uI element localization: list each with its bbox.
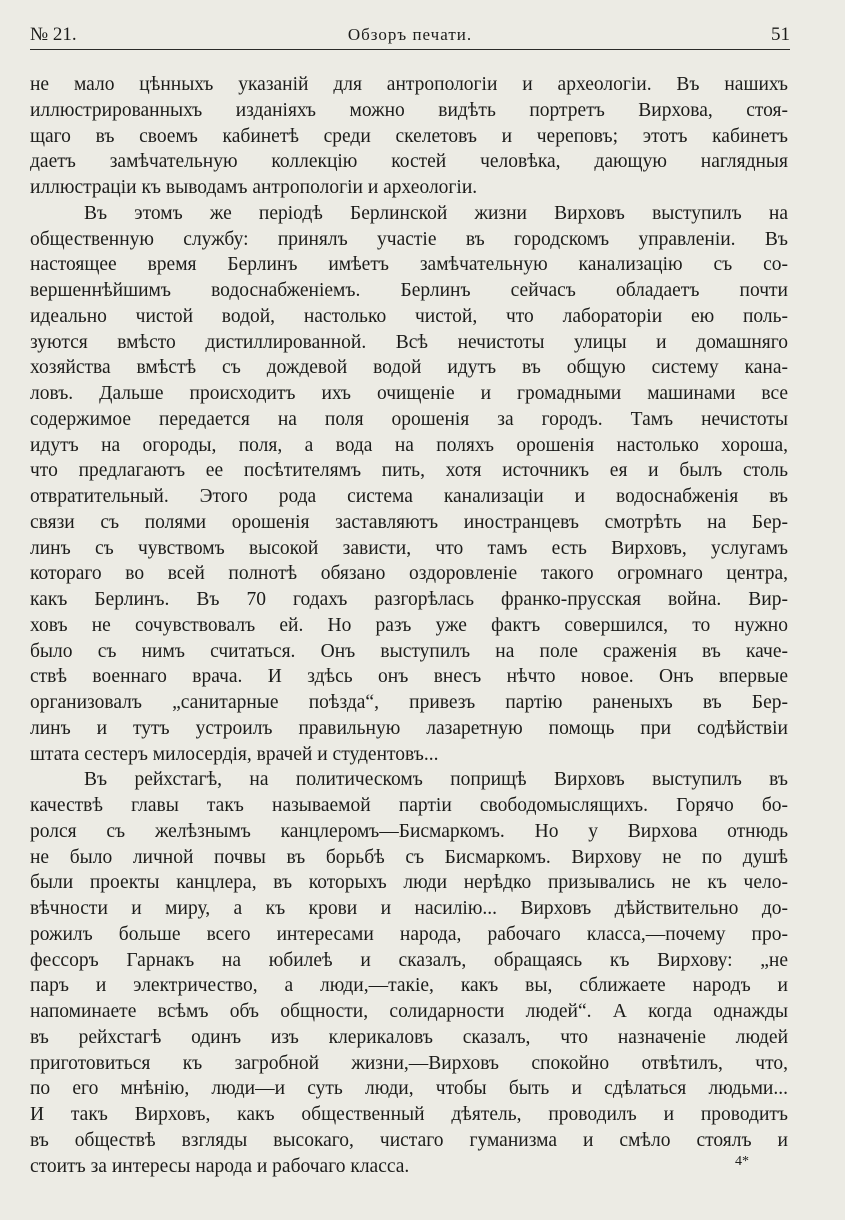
page-number: 51 (771, 24, 790, 45)
text-line: ловъ. Дальше происходитъ ихъ очищеніе и громадными машинами все (30, 383, 788, 404)
text-line: Въ рейхстагѣ, на политическомъ поприщѣ Вирховъ выступилъ въ (84, 769, 788, 791)
text-line: иллюстраціи къ выводамъ антропологіи и археологіи. (30, 177, 478, 198)
issue-number: № 21. (30, 24, 77, 45)
text-line: по его мнѣнію, люди—и суть люди, чтобы быть и сдѣлаться людьми... (30, 1078, 788, 1100)
text-line: фессоръ Гарнакъ на юбилеѣ и сказалъ, обращаясь къ Вирхову: „не (30, 949, 788, 971)
text-line: идеально чистой водой, настолько чистой, что лабораторіи ею поль- (30, 305, 788, 327)
text-line: рожилъ больше всего интересами народа, рабочаго класса,—почему про- (30, 923, 788, 945)
text-line: даетъ замѣчательную коллекцію костей человѣка, дающую наглядныя (30, 151, 788, 173)
header-rule (30, 49, 790, 50)
text-line: отвратительный. Этого рода система канализаціи и водоснабженія въ (30, 486, 788, 507)
text-line: вершеннѣйшимъ водоснабженіемъ. Берлинъ сейчасъ обладаетъ почти (30, 280, 788, 301)
text-line: идутъ на огороды, поля, а вода на поляхъ орошенія настолько хороша, (30, 434, 788, 456)
text-line: штата сестеръ милосердія, врачей и студентовъ... (30, 743, 439, 765)
text-line: паръ и электричество, а люди,—такіе, какъ вы, сближаете народъ и (30, 975, 788, 997)
text-line: было съ нимъ считаться. Онъ выступилъ на поле сраженія въ каче- (30, 640, 788, 662)
text-line: были проекты канцлера, въ которыхъ люди нерѣдко призывались не къ чело- (30, 872, 788, 894)
text-line: И такъ Вирховъ, какъ общественный дѣятель, проводилъ и проводитъ (30, 1104, 788, 1125)
text-line: хозяйства вмѣстѣ съ дождевой водой идутъ въ общую систему кана- (30, 357, 788, 379)
text-line: не мало цѣнныхъ указаній для антропологіи и археологіи. Въ нашихъ (30, 74, 788, 95)
text-line: ховъ не сочувствовалъ ей. Но разъ уже фактъ совершился, то нужно (30, 614, 788, 636)
text-line: качествѣ главы такъ называемой партіи свободомыслящихъ. Горячо бо- (30, 795, 788, 816)
text-line: не было личной почвы въ борьбѣ съ Бисмаркомъ. Вирхову не по душѣ (30, 846, 788, 868)
text-line: содержимое передается на поля орошенія за городъ. Тамъ нечистоты (30, 408, 788, 430)
text-line: что предлагаютъ ее посѣтителямъ пить, хотя источникъ ея и былъ столь (30, 460, 788, 482)
text-line: въ обществѣ взгляды высокаго, чистаго гуманизма и смѣло стоялъ и (30, 1129, 788, 1151)
text-line: стоитъ за интересы народа и рабочаго класса. (30, 1155, 410, 1177)
text-line: вѣчности и миру, а къ крови и насилію... Вирховъ дѣйствительно до- (30, 898, 788, 919)
text-line: приготовиться къ загробной жизни,—Вирховъ спокойно отвѣтилъ, что, (30, 1052, 788, 1074)
text-line: Въ этомъ же періодѣ Берлинской жизни Вирховъ выступилъ на (84, 202, 788, 224)
text-line: ствѣ военнаго врача. И здѣсь онъ внесъ нѣчто новое. Онъ впервые (30, 666, 788, 688)
text-line: линъ съ чувствомъ высокой зависти, что тамъ есть Вирховъ, услугамъ (30, 537, 788, 559)
text-line: котораго во всей полнотѣ обязано оздоровленіе такого огромнаго центра, (30, 563, 788, 585)
text-line: ролся съ желѣзнымъ канцлеромъ—Бисмаркомъ. Но у Вирхова отнюдь (30, 820, 788, 842)
section-title: Обзоръ печати. (347, 25, 473, 44)
text-line: настоящее время Берлинъ имѣетъ замѣчательную канализацію съ со- (30, 254, 788, 276)
text-line: напоминаете всѣмъ объ общности, солидарности людей“. А когда однажды (30, 1001, 788, 1022)
running-head (30, 22, 790, 48)
text-line: какъ Берлинъ. Въ 70 годахъ разгорѣлась франко-прусская война. Вир- (30, 589, 788, 610)
signature-mark: 4* (735, 1154, 749, 1169)
text-line: организовалъ „санитарные поѣзда“, привезъ партію раненыхъ въ Бер- (30, 692, 788, 713)
text-line: общественную службу: принялъ участіе въ городскомъ управленіи. Въ (30, 228, 788, 250)
text-line: щаго въ своемъ кабинетѣ среди скелетовъ и череповъ; этотъ кабинетъ (30, 125, 788, 147)
text-line: зуются вмѣсто дистиллированной. Всѣ нечистоты улицы и домашняго (30, 331, 788, 353)
body-text (30, 72, 788, 1179)
text-line: линъ и тутъ устроилъ правильную лазаретную помощь при содѣйствіи (30, 717, 788, 739)
text-line: иллюстрированныхъ изданіяхъ можно видѣть портретъ Вирхова, стоя- (30, 99, 788, 121)
text-line: въ рейхстагѣ одинъ изъ клерикаловъ сказалъ, что назначеніе людей (30, 1026, 788, 1048)
text-line: связи съ полями орошенія заставляютъ иностранцевъ смотрѣть на Бер- (30, 511, 788, 533)
